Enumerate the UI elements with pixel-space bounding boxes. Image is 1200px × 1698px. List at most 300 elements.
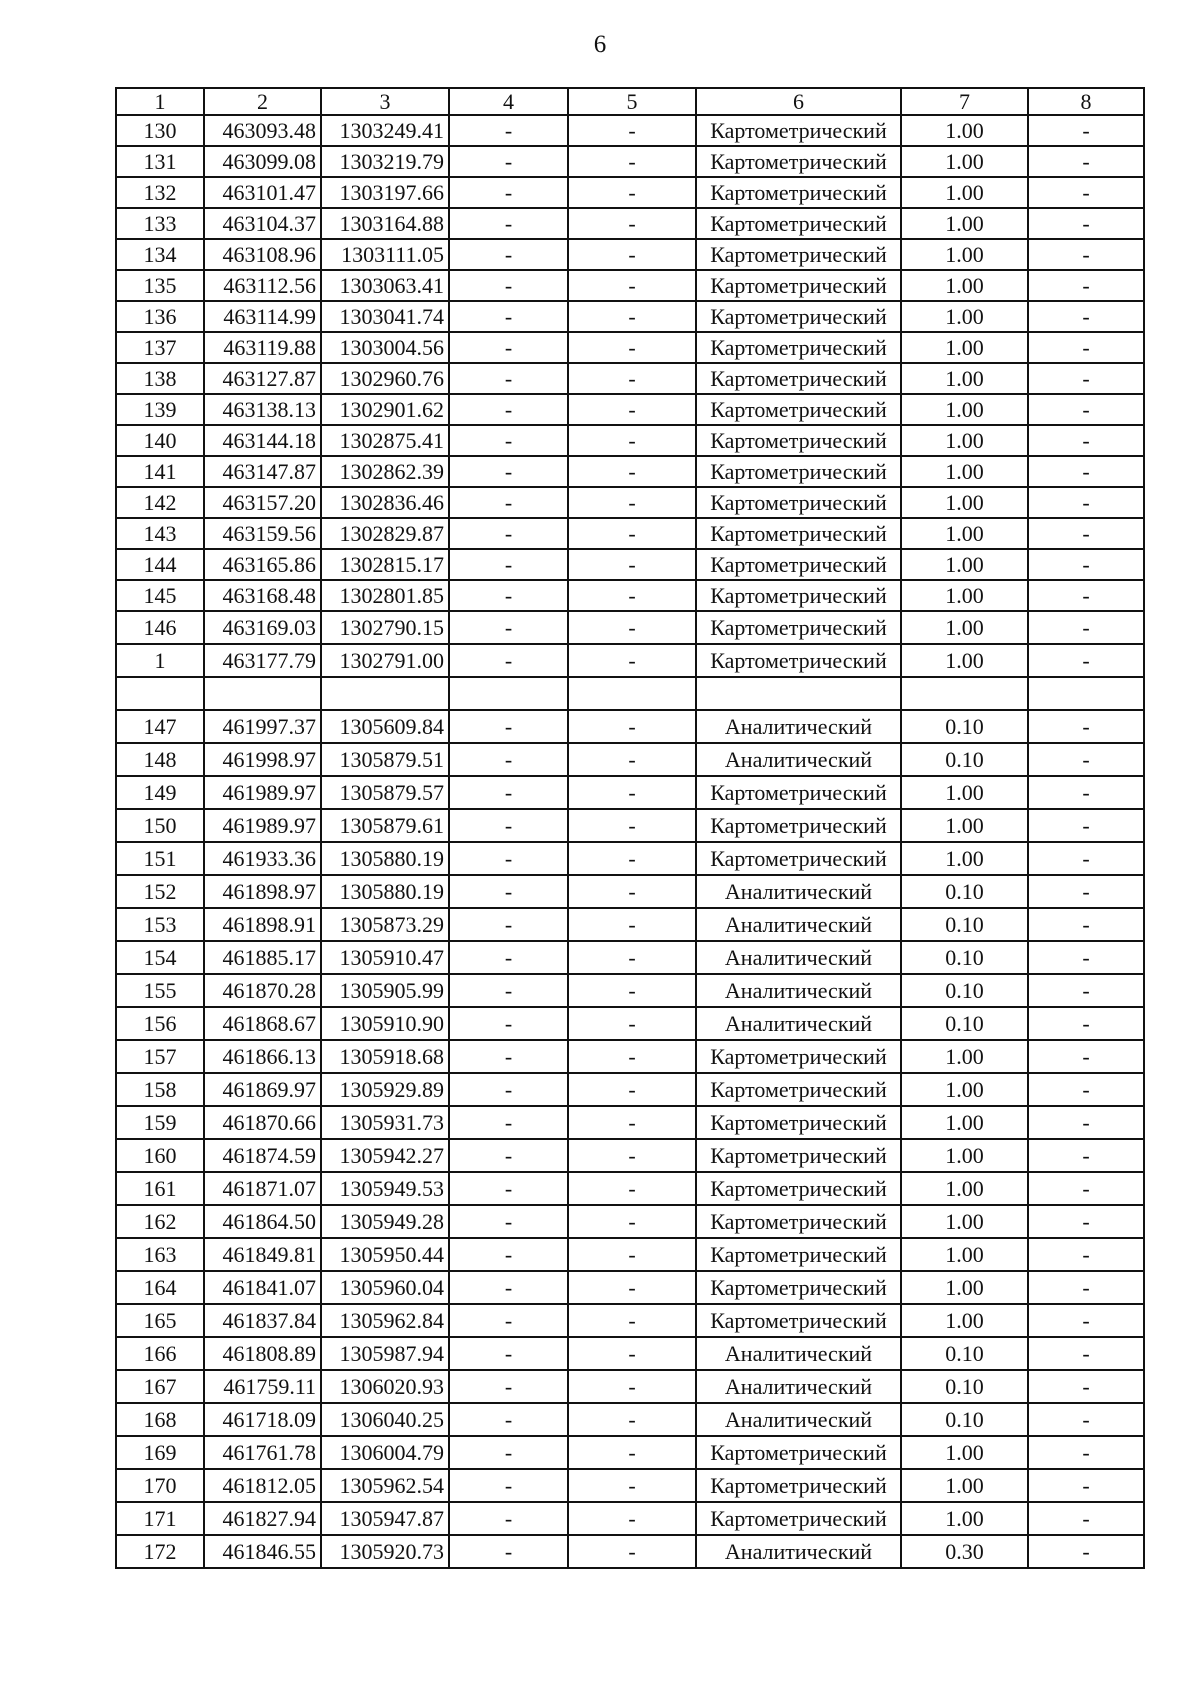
x-coordinate-cell: 463147.87: [204, 456, 321, 487]
table-row: [116, 611, 1144, 644]
x-coordinate-cell: 461849.81: [204, 1238, 321, 1271]
column-8-cell: -: [1028, 776, 1144, 809]
column-8-cell: -: [1028, 611, 1144, 644]
method-cell: Картометрический: [696, 487, 901, 518]
column-5-cell: -: [568, 710, 696, 743]
accuracy-cell: 1.00: [901, 456, 1028, 487]
x-coordinate-cell: 461808.89: [204, 1337, 321, 1370]
column-8-cell: -: [1028, 710, 1144, 743]
column-4-cell: -: [449, 394, 568, 425]
column-4-cell: -: [449, 425, 568, 456]
y-coordinate-cell: 1305879.61: [321, 809, 449, 842]
method-cell: Аналитический: [696, 941, 901, 974]
column-5-cell: -: [568, 549, 696, 580]
accuracy-cell: 1.00: [901, 1040, 1028, 1073]
x-coordinate-cell: 461989.97: [204, 809, 321, 842]
column-8-cell: -: [1028, 332, 1144, 363]
method-cell: Картометрический: [696, 842, 901, 875]
method-cell: Картометрический: [696, 394, 901, 425]
column-5-cell: -: [568, 1106, 696, 1139]
column-4-cell: -: [449, 941, 568, 974]
accuracy-cell: 1.00: [901, 1304, 1028, 1337]
table-row: [116, 1469, 1144, 1502]
table-row: [116, 115, 1144, 146]
table-row: [116, 1238, 1144, 1271]
x-coordinate-cell: 461866.13: [204, 1040, 321, 1073]
column-5-cell: -: [568, 1007, 696, 1040]
column-8-cell: -: [1028, 549, 1144, 580]
x-coordinate-cell: 463159.56: [204, 518, 321, 549]
table-row: [116, 1502, 1144, 1535]
column-8-cell: -: [1028, 1205, 1144, 1238]
table-row: [116, 1535, 1144, 1568]
column-4-cell: -: [449, 146, 568, 177]
point-number-cell: 170: [116, 1469, 204, 1502]
y-coordinate-cell: 1303219.79: [321, 146, 449, 177]
x-coordinate-cell: 461759.11: [204, 1370, 321, 1403]
column-5-cell: -: [568, 611, 696, 644]
point-number-cell: 1: [116, 644, 204, 677]
y-coordinate-cell: 1302829.87: [321, 518, 449, 549]
point-number-cell: 135: [116, 270, 204, 301]
accuracy-cell: 0.10: [901, 743, 1028, 776]
y-coordinate-cell: 1302836.46: [321, 487, 449, 518]
point-number-cell: 157: [116, 1040, 204, 1073]
y-coordinate-cell: 1302875.41: [321, 425, 449, 456]
point-number-cell: 161: [116, 1172, 204, 1205]
column-4-cell: -: [449, 776, 568, 809]
table-row: [116, 425, 1144, 456]
column-4-cell: [449, 677, 568, 710]
x-coordinate-cell: 461846.55: [204, 1535, 321, 1568]
table-row: [116, 549, 1144, 580]
column-5-cell: -: [568, 301, 696, 332]
method-cell: Картометрический: [696, 1040, 901, 1073]
column-5-cell: -: [568, 743, 696, 776]
accuracy-cell: 1.00: [901, 1436, 1028, 1469]
column-8-cell: -: [1028, 1436, 1144, 1469]
x-coordinate-cell: 463101.47: [204, 177, 321, 208]
y-coordinate-cell: 1305879.57: [321, 776, 449, 809]
method-cell: Картометрический: [696, 270, 901, 301]
method-cell: Аналитический: [696, 1007, 901, 1040]
column-8-cell: -: [1028, 875, 1144, 908]
column-4-cell: -: [449, 809, 568, 842]
table-row: [116, 487, 1144, 518]
x-coordinate-cell: 461827.94: [204, 1502, 321, 1535]
x-coordinate-cell: 463114.99: [204, 301, 321, 332]
column-8-cell: -: [1028, 1370, 1144, 1403]
y-coordinate-cell: 1305962.54: [321, 1469, 449, 1502]
point-number-cell: 141: [116, 456, 204, 487]
column-5-cell: -: [568, 1436, 696, 1469]
x-coordinate-cell: 463104.37: [204, 208, 321, 239]
column-8-cell: -: [1028, 1040, 1144, 1073]
table-row: [116, 908, 1144, 941]
x-coordinate-cell: 461870.28: [204, 974, 321, 1007]
column-4-cell: -: [449, 1370, 568, 1403]
column-5-cell: -: [568, 1205, 696, 1238]
point-number-cell: 146: [116, 611, 204, 644]
x-coordinate-cell: 461864.50: [204, 1205, 321, 1238]
y-coordinate-cell: 1305879.51: [321, 743, 449, 776]
accuracy-cell: 1.00: [901, 644, 1028, 677]
column-5-cell: -: [568, 332, 696, 363]
y-coordinate-cell: 1302901.62: [321, 394, 449, 425]
point-number-cell: 145: [116, 580, 204, 611]
point-number-cell: 166: [116, 1337, 204, 1370]
point-number-cell: 151: [116, 842, 204, 875]
table-row: [116, 332, 1144, 363]
column-4-cell: -: [449, 115, 568, 146]
accuracy-cell: 0.30: [901, 1535, 1028, 1568]
column-8-cell: -: [1028, 177, 1144, 208]
y-coordinate-cell: 1305910.90: [321, 1007, 449, 1040]
x-coordinate-cell: 461761.78: [204, 1436, 321, 1469]
y-coordinate-cell: 1306040.25: [321, 1403, 449, 1436]
point-number-cell: 172: [116, 1535, 204, 1568]
y-coordinate-cell: 1305918.68: [321, 1040, 449, 1073]
y-coordinate-cell: 1305949.28: [321, 1205, 449, 1238]
column-8-cell: -: [1028, 1502, 1144, 1535]
y-coordinate-cell: 1305609.84: [321, 710, 449, 743]
table-row: [116, 974, 1144, 1007]
table-row: [116, 208, 1144, 239]
y-coordinate-cell: 1305905.99: [321, 974, 449, 1007]
column-8-cell: -: [1028, 456, 1144, 487]
column-4-cell: -: [449, 270, 568, 301]
table-separator-row: [116, 677, 1144, 710]
column-4-cell: -: [449, 1271, 568, 1304]
x-coordinate-cell: 461998.97: [204, 743, 321, 776]
point-number-cell: 140: [116, 425, 204, 456]
y-coordinate-cell: 1302862.39: [321, 456, 449, 487]
table-row: [116, 743, 1144, 776]
table-row: [116, 1139, 1144, 1172]
accuracy-cell: 1.00: [901, 1469, 1028, 1502]
method-cell: Картометрический: [696, 611, 901, 644]
column-5-cell: -: [568, 1139, 696, 1172]
column-8-cell: -: [1028, 394, 1144, 425]
column-8-cell: -: [1028, 518, 1144, 549]
column-4-cell: -: [449, 1436, 568, 1469]
column-4-cell: -: [449, 908, 568, 941]
y-coordinate-cell: 1305987.94: [321, 1337, 449, 1370]
y-coordinate-cell: 1305880.19: [321, 875, 449, 908]
column-8-cell: [1028, 677, 1144, 710]
x-coordinate-cell: 461874.59: [204, 1139, 321, 1172]
table-row: [116, 518, 1144, 549]
column-8-cell: -: [1028, 1469, 1144, 1502]
column-4-cell: -: [449, 1073, 568, 1106]
accuracy-cell: 1.00: [901, 1205, 1028, 1238]
accuracy-cell: 0.10: [901, 941, 1028, 974]
x-coordinate-cell: 461898.91: [204, 908, 321, 941]
y-coordinate-cell: 1305880.19: [321, 842, 449, 875]
page-number: 6: [593, 31, 607, 58]
method-cell: Аналитический: [696, 1535, 901, 1568]
point-number-cell: 130: [116, 115, 204, 146]
method-cell: Картометрический: [696, 518, 901, 549]
method-cell: Картометрический: [696, 115, 901, 146]
point-number-cell: 134: [116, 239, 204, 270]
column-8-cell: -: [1028, 363, 1144, 394]
method-cell: Картометрический: [696, 332, 901, 363]
method-cell: Картометрический: [696, 208, 901, 239]
table-row: [116, 710, 1144, 743]
column-8-cell: -: [1028, 301, 1144, 332]
accuracy-cell: 1.00: [901, 208, 1028, 239]
column-4-cell: -: [449, 208, 568, 239]
column-5-cell: -: [568, 941, 696, 974]
column-8-cell: -: [1028, 1238, 1144, 1271]
method-cell: Картометрический: [696, 1469, 901, 1502]
column-5-cell: -: [568, 1040, 696, 1073]
accuracy-cell: 1.00: [901, 1271, 1028, 1304]
column-4-cell: -: [449, 1139, 568, 1172]
column-8-cell: -: [1028, 487, 1144, 518]
column-header: 8: [1028, 88, 1144, 115]
y-coordinate-cell: 1305960.04: [321, 1271, 449, 1304]
point-number-cell: 149: [116, 776, 204, 809]
x-coordinate-cell: 463157.20: [204, 487, 321, 518]
point-number-cell: 144: [116, 549, 204, 580]
accuracy-cell: 1.00: [901, 1502, 1028, 1535]
column-4-cell: -: [449, 875, 568, 908]
method-cell: Аналитический: [696, 1403, 901, 1436]
accuracy-cell: 0.10: [901, 1337, 1028, 1370]
table-row: [116, 1106, 1144, 1139]
x-coordinate-cell: 461868.67: [204, 1007, 321, 1040]
accuracy-cell: 1.00: [901, 1139, 1028, 1172]
table-row: [116, 1403, 1144, 1436]
method-cell: Картометрический: [696, 1073, 901, 1106]
y-coordinate-cell: 1302790.15: [321, 611, 449, 644]
y-coordinate-cell: 1302801.85: [321, 580, 449, 611]
point-number-cell: 154: [116, 941, 204, 974]
y-coordinate-cell: 1302791.00: [321, 644, 449, 677]
table-row: [116, 1271, 1144, 1304]
accuracy-cell: 1.00: [901, 239, 1028, 270]
column-8-cell: -: [1028, 425, 1144, 456]
x-coordinate-cell: 463112.56: [204, 270, 321, 301]
x-coordinate-cell: 463099.08: [204, 146, 321, 177]
column-8-cell: -: [1028, 941, 1144, 974]
column-8-cell: -: [1028, 1106, 1144, 1139]
accuracy-cell: 1.00: [901, 301, 1028, 332]
point-number-cell: 168: [116, 1403, 204, 1436]
method-cell: Картометрический: [696, 644, 901, 677]
y-coordinate-cell: 1305931.73: [321, 1106, 449, 1139]
method-cell: Картометрический: [696, 1271, 901, 1304]
column-4-cell: -: [449, 518, 568, 549]
table-body: [116, 115, 1144, 1568]
column-4-cell: -: [449, 1304, 568, 1337]
point-number-cell: 164: [116, 1271, 204, 1304]
column-4-cell: -: [449, 332, 568, 363]
x-coordinate-cell: 461869.97: [204, 1073, 321, 1106]
x-coordinate-cell: 461718.09: [204, 1403, 321, 1436]
column-4-cell: -: [449, 177, 568, 208]
method-cell: Аналитический: [696, 974, 901, 1007]
x-coordinate-cell: 461812.05: [204, 1469, 321, 1502]
method-cell: Аналитический: [696, 710, 901, 743]
column-8-cell: -: [1028, 842, 1144, 875]
method-cell: Картометрический: [696, 1304, 901, 1337]
accuracy-cell: 1.00: [901, 1172, 1028, 1205]
y-coordinate-cell: 1305910.47: [321, 941, 449, 974]
column-8-cell: -: [1028, 1304, 1144, 1337]
column-5-cell: -: [568, 974, 696, 1007]
column-header: 6: [696, 88, 901, 115]
point-number-cell: 147: [116, 710, 204, 743]
column-header: 2: [204, 88, 321, 115]
table-row: [116, 941, 1144, 974]
column-5-cell: -: [568, 1238, 696, 1271]
y-coordinate-cell: 1305920.73: [321, 1535, 449, 1568]
point-number-cell: 136: [116, 301, 204, 332]
table-row: [116, 363, 1144, 394]
accuracy-cell: 0.10: [901, 1007, 1028, 1040]
accuracy-cell: 0.10: [901, 974, 1028, 1007]
column-5-cell: -: [568, 809, 696, 842]
accuracy-cell: [901, 677, 1028, 710]
point-number-cell: 165: [116, 1304, 204, 1337]
point-number-cell: 160: [116, 1139, 204, 1172]
accuracy-cell: 1.00: [901, 549, 1028, 580]
method-cell: Аналитический: [696, 908, 901, 941]
point-number-cell: 152: [116, 875, 204, 908]
table-row: [116, 456, 1144, 487]
y-coordinate-cell: 1306020.93: [321, 1370, 449, 1403]
column-8-cell: -: [1028, 809, 1144, 842]
y-coordinate-cell: 1303249.41: [321, 115, 449, 146]
column-5-cell: -: [568, 270, 696, 301]
table-row: [116, 1436, 1144, 1469]
point-number-cell: 159: [116, 1106, 204, 1139]
x-coordinate-cell: 461997.37: [204, 710, 321, 743]
column-5-cell: -: [568, 1172, 696, 1205]
column-5-cell: -: [568, 518, 696, 549]
accuracy-cell: 1.00: [901, 332, 1028, 363]
column-5-cell: -: [568, 644, 696, 677]
method-cell: Картометрический: [696, 1139, 901, 1172]
column-8-cell: -: [1028, 1271, 1144, 1304]
y-coordinate-cell: 1303041.74: [321, 301, 449, 332]
x-coordinate-cell: 463127.87: [204, 363, 321, 394]
column-5-cell: -: [568, 115, 696, 146]
column-4-cell: -: [449, 1205, 568, 1238]
column-4-cell: -: [449, 549, 568, 580]
table-row: [116, 776, 1144, 809]
column-5-cell: -: [568, 776, 696, 809]
column-header: 3: [321, 88, 449, 115]
y-coordinate-cell: [321, 677, 449, 710]
column-5-cell: [568, 677, 696, 710]
column-5-cell: -: [568, 1469, 696, 1502]
column-5-cell: -: [568, 487, 696, 518]
point-number-cell: 132: [116, 177, 204, 208]
column-5-cell: -: [568, 363, 696, 394]
column-8-cell: -: [1028, 580, 1144, 611]
table-row: [116, 1073, 1144, 1106]
column-5-cell: -: [568, 580, 696, 611]
column-8-cell: -: [1028, 743, 1144, 776]
table-row: [116, 875, 1144, 908]
column-5-cell: -: [568, 908, 696, 941]
column-4-cell: -: [449, 1337, 568, 1370]
y-coordinate-cell: 1305949.53: [321, 1172, 449, 1205]
table-row: [116, 1007, 1144, 1040]
method-cell: Картометрический: [696, 776, 901, 809]
point-number-cell: 155: [116, 974, 204, 1007]
column-4-cell: -: [449, 487, 568, 518]
column-8-cell: -: [1028, 1403, 1144, 1436]
column-4-cell: -: [449, 363, 568, 394]
column-4-cell: -: [449, 1007, 568, 1040]
accuracy-cell: 1.00: [901, 487, 1028, 518]
column-5-cell: -: [568, 875, 696, 908]
accuracy-cell: 1.00: [901, 115, 1028, 146]
accuracy-cell: 1.00: [901, 1106, 1028, 1139]
column-4-cell: -: [449, 1106, 568, 1139]
table-row: [116, 842, 1144, 875]
point-number-cell: 131: [116, 146, 204, 177]
y-coordinate-cell: 1305947.87: [321, 1502, 449, 1535]
column-4-cell: -: [449, 1040, 568, 1073]
method-cell: Картометрический: [696, 809, 901, 842]
method-cell: Аналитический: [696, 1337, 901, 1370]
x-coordinate-cell: 461885.17: [204, 941, 321, 974]
point-number-cell: 142: [116, 487, 204, 518]
point-number-cell: 137: [116, 332, 204, 363]
column-5-cell: -: [568, 842, 696, 875]
column-4-cell: -: [449, 239, 568, 270]
y-coordinate-cell: 1303111.05: [321, 239, 449, 270]
column-5-cell: -: [568, 1502, 696, 1535]
accuracy-cell: 1.00: [901, 1073, 1028, 1106]
table-row: [116, 177, 1144, 208]
method-cell: Картометрический: [696, 580, 901, 611]
column-5-cell: -: [568, 394, 696, 425]
accuracy-cell: 1.00: [901, 363, 1028, 394]
accuracy-cell: 0.10: [901, 710, 1028, 743]
column-8-cell: -: [1028, 1337, 1144, 1370]
accuracy-cell: 1.00: [901, 394, 1028, 425]
column-header: 1: [116, 88, 204, 115]
column-5-cell: -: [568, 177, 696, 208]
table-row: [116, 1337, 1144, 1370]
accuracy-cell: 1.00: [901, 270, 1028, 301]
column-5-cell: -: [568, 1535, 696, 1568]
accuracy-cell: 0.10: [901, 1403, 1028, 1436]
point-number-cell: 153: [116, 908, 204, 941]
column-4-cell: -: [449, 644, 568, 677]
column-5-cell: -: [568, 1271, 696, 1304]
x-coordinate-cell: 463138.13: [204, 394, 321, 425]
column-4-cell: -: [449, 1238, 568, 1271]
table-row: [116, 270, 1144, 301]
point-number-cell: 133: [116, 208, 204, 239]
coordinates-table: [115, 87, 1145, 1569]
x-coordinate-cell: 463177.79: [204, 644, 321, 677]
point-number-cell: 156: [116, 1007, 204, 1040]
column-4-cell: -: [449, 1172, 568, 1205]
x-coordinate-cell: 463144.18: [204, 425, 321, 456]
column-8-cell: -: [1028, 908, 1144, 941]
table-row: [116, 1304, 1144, 1337]
column-4-cell: -: [449, 1469, 568, 1502]
